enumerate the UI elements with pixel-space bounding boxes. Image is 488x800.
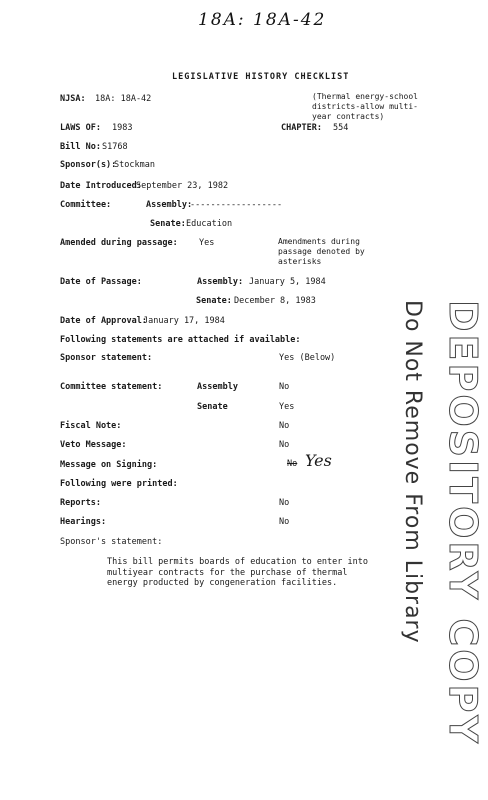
reports-label: Reports: <box>60 498 101 508</box>
sponsor-statement-label: Sponsor statement: <box>60 353 153 363</box>
handwritten-header: 18A: 18A-42 <box>198 10 327 30</box>
committee-senate-label: Senate: <box>150 219 186 229</box>
attached-heading: Following statements are attached if available: <box>60 335 301 345</box>
statement-text: This bill permits boards of education to enter into multiyear contracts for the purchase of thermal energy producted by congeneration facilities. <box>107 557 368 588</box>
printed-heading: Following were printed: <box>60 479 178 489</box>
reports-value: No <box>279 498 290 508</box>
passage-label: Date of Passage: <box>60 277 142 287</box>
approval-value: January 17, 1984 <box>143 316 225 326</box>
message-on-signing-label: Message on Signing: <box>60 460 158 470</box>
bill-no-label: Bill No: <box>60 142 101 152</box>
amended-label: Amended during passage: <box>60 238 178 248</box>
laws-of-value: 1983 <box>112 123 133 133</box>
njsa-value: 18A: 18A-42 <box>95 94 152 104</box>
fiscal-note-label: Fiscal Note: <box>60 421 122 431</box>
fiscal-note-value: No <box>279 421 290 431</box>
hearings-label: Hearings: <box>60 517 107 527</box>
chapter-value: 554 <box>333 123 349 133</box>
sponsors-statement-label: Sponsor's statement: <box>60 537 163 547</box>
njsa-label: NJSA: <box>60 94 86 104</box>
hearings-value: No <box>279 517 290 527</box>
date-introduced-value: September 23, 1982 <box>136 181 229 191</box>
passage-senate-value: December 8, 1983 <box>234 296 316 306</box>
laws-of-label: LAWS OF: <box>60 123 101 133</box>
committee-label: Committee: <box>60 200 112 210</box>
bill-description: (Thermal energy-school districts-allow multi-year contracts) <box>312 92 418 121</box>
committee-statement-assembly-label: Assembly <box>197 382 238 392</box>
sponsors-label: Sponsor(s): <box>60 160 117 170</box>
amended-note: Amendments during passage denoted by asterisks <box>278 237 365 266</box>
message-on-signing-handwritten-value: Yes <box>305 451 332 470</box>
committee-assembly-value: ------------------ <box>190 200 283 210</box>
stamp-line-2: Do Not Remove From Library <box>400 300 425 644</box>
bill-no-value: S1768 <box>102 142 128 152</box>
committee-senate-value: Education <box>186 219 233 229</box>
committee-statement-senate-label: Senate <box>197 402 228 412</box>
passage-assembly-label: Assembly: <box>197 277 244 287</box>
page-title: LEGISLATIVE HISTORY CHECKLIST <box>172 72 350 82</box>
committee-statement-senate-value: Yes <box>279 402 295 412</box>
amended-value: Yes <box>199 238 215 248</box>
passage-senate-label: Senate: <box>196 296 232 306</box>
passage-assembly-value: January 5, 1984 <box>249 277 326 287</box>
veto-message-value: No <box>279 440 290 450</box>
sponsor-statement-value: Yes (Below) <box>279 353 336 363</box>
committee-statement-label: Committee statement: <box>60 382 163 392</box>
veto-message-label: Veto Message: <box>60 440 127 450</box>
depository-stamp <box>395 300 485 746</box>
message-on-signing-struck-value: No <box>287 459 298 469</box>
chapter-label: CHAPTER: <box>281 123 322 133</box>
date-introduced-label: Date Introduced: <box>60 181 142 191</box>
sponsors-value: Stockman <box>114 160 155 170</box>
approval-label: Date of Approval: <box>60 316 147 326</box>
stamp-line-1: DEPOSITORY COPY <box>441 300 485 746</box>
committee-assembly-label: Assembly: <box>146 200 193 210</box>
committee-statement-assembly-value: No <box>279 382 290 392</box>
